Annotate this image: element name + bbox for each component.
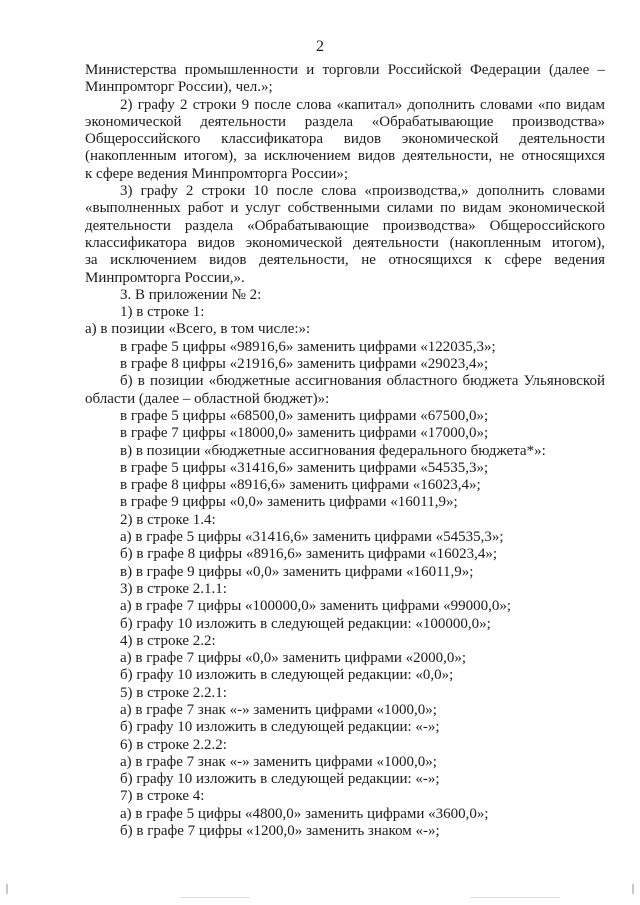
list-item: в графе 5 цифры «31416,6» заменить цифрами «54535,3»; — [120, 459, 489, 476]
text-line: в графе 8 цифры «21916,6» заменить цифрами «29023,4»; — [120, 356, 489, 373]
text-line: экономической деятельности раздела «Обрабатывающие производства» — [85, 113, 605, 130]
text-line: за исключением видов деятельности, не относящихся к сфере ведения — [85, 252, 605, 269]
list-item: б) графу 10 изложить в следующей редакции: «100000,0»; — [120, 615, 491, 632]
list-item: б) графу 10 изложить в следующей редакции: «-»; — [120, 771, 440, 788]
list-item: 3) в строке 2.1.1: — [120, 580, 227, 597]
list-item: в графе 9 цифры «0,0» заменить цифрами «16011,9»; — [120, 494, 458, 511]
list-item: а) в графе 5 цифры «31416,6» заменить цифрами «54535,3»; — [120, 529, 504, 546]
text-line: Минпромторга России,». — [85, 269, 245, 286]
paragraph-item-3 — [85, 183, 605, 287]
list-item: 2) в строке 1.4: — [120, 511, 216, 528]
list-item: а) в графе 7 знак «-» заменить цифрами «1000,0»; — [120, 701, 437, 718]
scan-bottom-mark — [180, 897, 250, 898]
list-item: в) в графе 9 цифры «0,0» заменить цифрами «16011,9»; — [120, 563, 474, 580]
list-item: в графе 8 цифры «8916,6» заменить цифрами «16023,4»; — [120, 477, 481, 494]
text-line: классификатора видов экономической деятельности (накопленным итогом), — [85, 234, 605, 251]
list-item: 7) в строке 4: — [120, 788, 205, 805]
scan-bottom-mark — [470, 897, 560, 898]
text-line: б) в позиции «бюджетные ассигнования областного бюджета Ульяновской — [120, 373, 605, 390]
paragraph-ministry — [85, 62, 605, 97]
list-item: 5) в строке 2.2.1: — [120, 684, 227, 701]
list-item: а) в графе 7 знак «-» заменить цифрами «1000,0»; — [120, 753, 437, 770]
page-number: 2 — [316, 38, 324, 55]
text-line: (накопленным итогом), за исключением видов деятельности, не относящихся — [85, 148, 605, 165]
text-line: в графе 5 цифры «98916,6» заменить цифрами «122035,3»; — [120, 338, 496, 355]
text-line: области (далее – областной бюджет)»: — [85, 390, 330, 407]
paragraph-item-2 — [85, 97, 605, 183]
list-item: б) графу 10 изложить в следующей редакции: «0,0»; — [120, 667, 454, 684]
list-item: б) графу 10 изложить в следующей редакции: «-»; — [120, 719, 440, 736]
list-item: в) в позиции «бюджетные ассигнования федерального бюджета*»: — [120, 442, 546, 459]
document-body — [85, 62, 605, 840]
text-line: «выполненных работ и услуг собственными силами по видам экономической — [85, 200, 605, 217]
amendment-list — [85, 408, 605, 840]
list-item: а) в графе 7 цифры «100000,0» заменить цифрами «99000,0»; — [120, 598, 512, 615]
text-line: к сфере ведения Минпромторга России»; — [85, 165, 349, 182]
list-item: в графе 5 цифры «68500,0» заменить цифрами «67500,0»; — [120, 407, 489, 424]
list-item: а) в графе 7 цифры «0,0» заменить цифрами «2000,0»; — [120, 650, 467, 667]
text-line: деятельности раздела «Обрабатывающие производства» Общероссийского — [85, 217, 605, 234]
text-line: 3. В приложении № 2: — [120, 286, 262, 303]
text-line: а) в позиции «Всего, в том числе:»: — [85, 321, 311, 338]
appendix-2-section — [85, 287, 605, 373]
text-line: 1) в строке 1: — [120, 304, 205, 321]
text-line: Министерства промышленности и торговли Российской Федерации (далее – — [85, 62, 605, 78]
text-line: 3) графу 2 строки 10 после слова «производства,» дополнить словами — [120, 183, 605, 200]
list-item: а) в графе 5 цифры «4800,0» заменить цифрами «3600,0»; — [120, 805, 489, 822]
list-item: 6) в строке 2.2.2: — [120, 736, 227, 753]
text-line: Минпромторг России), чел.»; — [85, 79, 273, 96]
scan-edge-mark — [6, 884, 8, 894]
list-item: б) в графе 8 цифры «8916,6» заменить цифрами «16023,4»; — [120, 546, 498, 563]
text-line: Общероссийского классификатора видов экономической деятельности — [85, 131, 605, 148]
list-item: б) в графе 7 цифры «1200,0» заменить знаком «-»; — [120, 823, 440, 840]
list-item: в графе 7 цифры «18000,0» заменить цифрами «17000,0»; — [120, 425, 489, 442]
paragraph-regional-budget — [85, 373, 605, 408]
scan-edge-mark — [632, 884, 634, 894]
list-item: 4) в строке 2.2: — [120, 632, 216, 649]
text-line: 2) графу 2 строки 9 после слова «капитал» дополнить словами «по видам — [120, 96, 605, 113]
